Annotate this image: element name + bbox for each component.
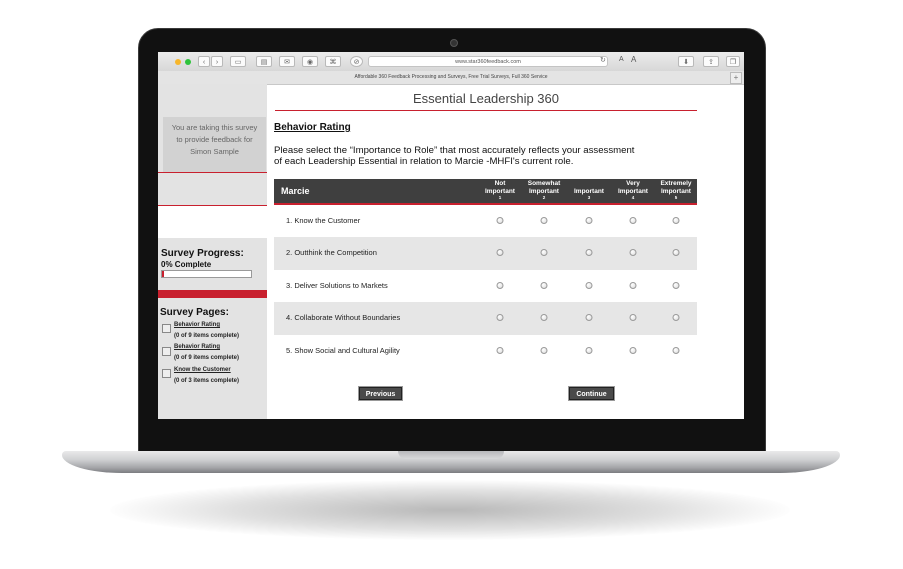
text-larger-button[interactable]: A <box>631 55 637 64</box>
minimize-window-icon[interactable] <box>175 59 181 65</box>
puzzle-icon: ⌘ <box>329 59 337 66</box>
column-header-line: Important <box>618 187 648 195</box>
forward-button[interactable] <box>211 56 223 67</box>
column-header <box>519 180 569 200</box>
camera-capture-icon: ◉ <box>306 59 314 66</box>
tab-title[interactable]: Affordable 360 Feedback Processing and Surveys, Free Trial Surveys, Full 360 Service <box>354 74 548 80</box>
table-row <box>274 205 697 237</box>
browser-toolbar <box>158 52 744 72</box>
column-header-line: Important <box>661 187 691 195</box>
text-smaller-button[interactable]: A <box>619 56 624 63</box>
subject-name: Marcie <box>281 186 310 196</box>
info-line: You are taking this survey <box>171 123 258 132</box>
rating-radio-4[interactable] <box>630 249 637 256</box>
block-button[interactable] <box>350 56 363 67</box>
column-header-line: Extremely <box>660 180 692 187</box>
page-count: (0 of 9 items complete) <box>174 333 240 339</box>
rating-radio-2[interactable] <box>541 282 548 289</box>
instructions <box>274 145 699 167</box>
column-header-line: Very <box>626 180 640 187</box>
column-header-line: Not <box>494 180 506 187</box>
divider <box>158 205 267 206</box>
rating-radio-3[interactable] <box>586 347 593 354</box>
page-title: Essential Leadership 360 <box>413 91 559 106</box>
previous-button[interactable]: Previous <box>359 387 402 400</box>
table-row <box>274 237 697 269</box>
pages-title: Survey Pages: <box>160 307 229 318</box>
rating-radio-3[interactable] <box>586 249 593 256</box>
page-checkbox[interactable] <box>162 324 171 333</box>
table-row <box>274 335 697 367</box>
column-header-line: Important <box>485 187 515 195</box>
column-number: 3 <box>587 195 591 200</box>
sidebar-toggle-button[interactable] <box>230 56 246 67</box>
rating-radio-2[interactable] <box>541 347 548 354</box>
sidebar-red-band <box>158 290 267 298</box>
survey-sidebar <box>158 84 267 419</box>
spacer <box>158 205 267 238</box>
row-label: 5. Show Social and Cultural Agility <box>286 345 400 355</box>
row-label: 3. Deliver Solutions to Markets <box>286 280 388 290</box>
survey-info-box <box>163 117 266 173</box>
tabs-overview-button[interactable] <box>726 56 740 67</box>
column-number: 1 <box>498 195 502 200</box>
progress-title: Survey Progress: <box>161 248 244 259</box>
table-row <box>274 270 697 302</box>
rating-radio-5[interactable] <box>673 249 680 256</box>
laptop-shadow <box>110 480 790 540</box>
page-link-behavior-rating[interactable]: Behavior Rating <box>174 322 221 328</box>
section-title: Behavior Rating <box>274 122 351 133</box>
block-icon: ⊘ <box>353 59 360 66</box>
instructions-line: of each Leadership Essential in relation to Marcie -MHFI's current role. <box>274 156 574 167</box>
row-label: 1. Know the Customer <box>286 216 361 225</box>
divider <box>158 172 267 173</box>
column-header-line: Somewhat <box>527 180 561 187</box>
rating-radio-4[interactable] <box>630 347 637 354</box>
rating-radio-1[interactable] <box>497 249 504 256</box>
table-header <box>274 179 697 205</box>
rating-radio-3[interactable] <box>586 282 593 289</box>
page-link-know-the-customer[interactable]: Know the Customer <box>174 367 231 373</box>
reload-icon[interactable]: ↻ <box>600 57 606 64</box>
column-number: 5 <box>674 195 678 200</box>
table-row <box>274 302 697 334</box>
rating-radio-1[interactable] <box>497 314 504 321</box>
page-count: (0 of 3 items complete) <box>174 378 240 384</box>
sidebar-icon: ▭ <box>234 59 242 66</box>
page-checkbox[interactable] <box>162 369 171 378</box>
rating-radio-4[interactable] <box>630 282 637 289</box>
camera-icon <box>450 39 458 47</box>
page-link-behavior-rating[interactable]: Behavior Rating <box>174 344 221 350</box>
progress-bar <box>161 270 252 278</box>
rating-radio-3[interactable] <box>586 314 593 321</box>
info-subject: Simon Sample <box>190 147 239 156</box>
downloads-button[interactable] <box>678 56 694 67</box>
column-header <box>475 180 525 200</box>
column-number: 4 <box>631 195 635 200</box>
laptop-notch <box>398 451 504 459</box>
maximize-window-icon[interactable] <box>185 59 191 65</box>
rating-radio-5[interactable] <box>673 347 680 354</box>
rating-radio-3[interactable] <box>586 217 593 224</box>
rating-radio-5[interactable] <box>673 314 680 321</box>
column-header-line: Important <box>529 187 559 195</box>
page-checkbox[interactable] <box>162 347 171 356</box>
new-tab-button[interactable]: + <box>730 72 742 84</box>
printer-icon: ▤ <box>260 59 268 66</box>
column-header <box>564 188 614 201</box>
info-line: to provide feedback for <box>176 135 253 144</box>
instructions-line: Please select the “Importance to Role” that most accurately reflects your assessment <box>274 145 635 156</box>
row-label: 2. Outthink the Competition <box>286 248 377 258</box>
rating-radio-5[interactable] <box>673 217 680 224</box>
column-header-line: Important <box>574 187 604 195</box>
tabs-icon: ❐ <box>729 59 737 66</box>
rating-radio-1[interactable] <box>497 217 504 224</box>
row-label: 4. Collaborate Without Boundaries <box>286 313 401 323</box>
mail-icon: ✉ <box>284 59 290 66</box>
rating-radio-2[interactable] <box>541 314 548 321</box>
share-button[interactable] <box>703 56 719 67</box>
chevron-left-icon: ‹ <box>202 59 206 66</box>
rating-radio-1[interactable] <box>497 282 504 289</box>
title-divider <box>275 110 697 111</box>
rating-radio-1[interactable] <box>497 347 504 354</box>
rating-radio-4[interactable] <box>630 217 637 224</box>
back-button[interactable] <box>198 56 210 67</box>
screen <box>158 52 744 419</box>
progress-fill <box>162 271 164 277</box>
tab-bar <box>158 71 744 85</box>
page-count: (0 of 9 items complete) <box>174 355 240 361</box>
rating-radio-4[interactable] <box>630 314 637 321</box>
share-icon: ⇪ <box>708 59 714 66</box>
download-icon: ⬇ <box>683 59 689 66</box>
screenshot-button[interactable] <box>302 56 318 67</box>
chevron-right-icon: › <box>215 59 219 66</box>
mail-button[interactable] <box>279 56 295 67</box>
extension-button[interactable] <box>325 56 341 67</box>
progress-label: 0% Complete <box>161 260 212 269</box>
rating-radio-2[interactable] <box>541 249 548 256</box>
rating-radio-2[interactable] <box>541 217 548 224</box>
column-header <box>651 180 701 200</box>
url-text: www.star360feedback.com <box>455 59 521 65</box>
print-button[interactable] <box>256 56 272 67</box>
continue-button[interactable]: Continue <box>569 387 614 400</box>
rating-table <box>274 179 697 367</box>
column-number: 2 <box>542 195 546 200</box>
rating-radio-5[interactable] <box>673 282 680 289</box>
address-bar[interactable] <box>368 56 608 67</box>
